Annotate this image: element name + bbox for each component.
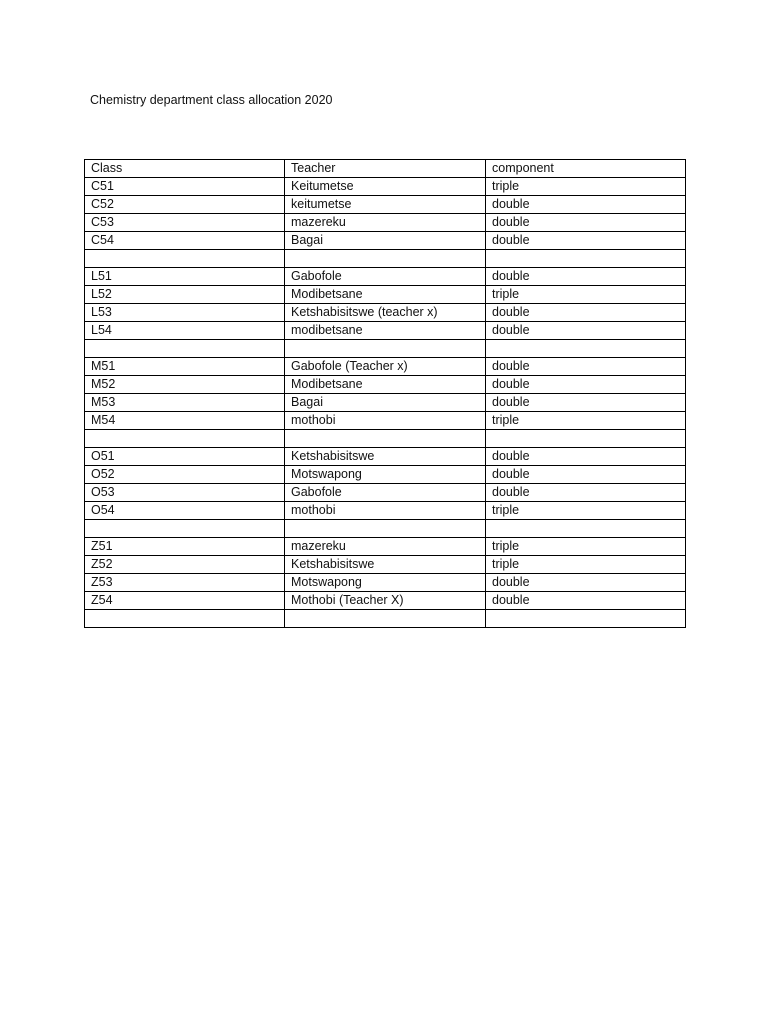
component-cell: double [486,574,686,592]
table-row [85,466,686,484]
table-row [85,574,686,592]
table-row [85,592,686,610]
document-title: Chemistry department class allocation 2020 [90,93,333,107]
component-cell [486,250,686,268]
component-cell: double [486,484,686,502]
class-cell: O53 [85,484,285,502]
teacher-cell: mazereku [285,538,486,556]
table-row [85,358,686,376]
teacher-cell [285,520,486,538]
class-cell [85,430,285,448]
teacher-cell: Motswapong [285,466,486,484]
component-cell [486,520,686,538]
component-cell: double [486,466,686,484]
teacher-cell [285,250,486,268]
class-cell: M51 [85,358,285,376]
class-cell: O51 [85,448,285,466]
table-row [85,610,686,628]
table-row [85,250,686,268]
class-cell: L51 [85,268,285,286]
teacher-cell: Ketshabisitswe [285,556,486,574]
teacher-cell [285,340,486,358]
class-cell: Z53 [85,574,285,592]
class-allocation-table [84,159,686,628]
teacher-cell: Modibetsane [285,286,486,304]
component-cell: double [486,592,686,610]
teacher-cell: Gabofole [285,484,486,502]
class-cell: Z54 [85,592,285,610]
class-cell: O54 [85,502,285,520]
component-cell: double [486,232,686,250]
teacher-cell: Keitumetse [285,178,486,196]
class-cell: C51 [85,178,285,196]
component-cell: triple [486,286,686,304]
component-cell: double [486,358,686,376]
class-cell [85,340,285,358]
class-cell [85,250,285,268]
class-cell: C52 [85,196,285,214]
component-cell: double [486,196,686,214]
component-cell: double [486,304,686,322]
table-row [85,286,686,304]
class-cell: L53 [85,304,285,322]
class-cell: M52 [85,376,285,394]
component-cell: double [486,268,686,286]
teacher-cell: Gabofole (Teacher x) [285,358,486,376]
table-row [85,412,686,430]
table-row [85,304,686,322]
component-cell: triple [486,178,686,196]
table-row [85,448,686,466]
component-cell: double [486,322,686,340]
component-cell [486,340,686,358]
component-cell: double [486,376,686,394]
teacher-cell: Modibetsane [285,376,486,394]
class-cell: L52 [85,286,285,304]
component-cell: double [486,394,686,412]
component-cell: double [486,448,686,466]
teacher-cell: Motswapong [285,574,486,592]
table-row [85,502,686,520]
class-cell: M54 [85,412,285,430]
table-header-row [85,160,686,178]
table-row [85,340,686,358]
teacher-cell: keitumetse [285,196,486,214]
table-row [85,556,686,574]
table-body [85,160,686,628]
component-cell: triple [486,556,686,574]
class-cell: C54 [85,232,285,250]
table-row [85,268,686,286]
teacher-cell [285,430,486,448]
class-cell [85,610,285,628]
table-row [85,538,686,556]
teacher-cell: Ketshabisitswe [285,448,486,466]
class-cell: L54 [85,322,285,340]
table-row [85,520,686,538]
table-row [85,430,686,448]
component-cell: triple [486,502,686,520]
component-cell: triple [486,412,686,430]
teacher-cell: Ketshabisitswe (teacher x) [285,304,486,322]
table-row [85,232,686,250]
teacher-cell: mothobi [285,502,486,520]
component-cell [486,430,686,448]
teacher-cell: Bagai [285,232,486,250]
table-row [85,214,686,232]
header-teacher: Teacher [285,160,486,178]
table-row [85,484,686,502]
class-cell: O52 [85,466,285,484]
teacher-cell: modibetsane [285,322,486,340]
component-cell [486,610,686,628]
class-cell: Z51 [85,538,285,556]
header-class: Class [85,160,285,178]
table-row [85,394,686,412]
table-row [85,322,686,340]
teacher-cell: Gabofole [285,268,486,286]
component-cell: triple [486,538,686,556]
table-row [85,376,686,394]
teacher-cell [285,610,486,628]
component-cell: double [486,214,686,232]
class-cell: C53 [85,214,285,232]
class-cell: Z52 [85,556,285,574]
class-cell [85,520,285,538]
teacher-cell: mothobi [285,412,486,430]
class-cell: M53 [85,394,285,412]
header-component: component [486,160,686,178]
teacher-cell: Bagai [285,394,486,412]
table-row [85,178,686,196]
table-row [85,196,686,214]
teacher-cell: mazereku [285,214,486,232]
teacher-cell: Mothobi (Teacher X) [285,592,486,610]
